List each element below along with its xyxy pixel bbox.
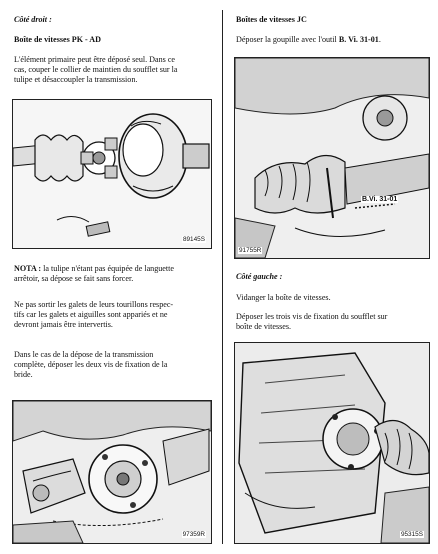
text-line: Dans le cas de la dépose de la transmission bbox=[14, 350, 154, 359]
text-line: cas, couper le collier de maintien du soufflet sur la bbox=[14, 65, 178, 75]
text: Déposer la goupille avec l'outil bbox=[236, 35, 339, 44]
figure-number: 95315S bbox=[400, 531, 423, 538]
figure-gearbox-left bbox=[234, 342, 430, 544]
figure-number: 97359R bbox=[182, 531, 205, 538]
left-paragraph-1 bbox=[14, 55, 177, 86]
text: . bbox=[378, 35, 381, 44]
text-line: devront jamais être intervertis. bbox=[14, 320, 113, 330]
text-line: boîte de vitesses. bbox=[236, 322, 292, 332]
left-heading: Côté droit : bbox=[14, 15, 52, 24]
right-heading-2: Côté gauche : bbox=[236, 272, 283, 281]
text-line: tulipe et désaccoupler la transmission. bbox=[14, 75, 138, 85]
left-paragraph-3 bbox=[14, 350, 168, 381]
text-line bbox=[14, 264, 174, 274]
cv-joint-illustration bbox=[13, 100, 211, 248]
gearbox-illustration bbox=[235, 343, 429, 543]
text-line: bride. bbox=[14, 370, 33, 380]
right-paragraph-2: Vidanger la boîte de vitesses. bbox=[236, 293, 331, 302]
text-line: tifs car les galets et aiguilles sont appariés et ne bbox=[14, 310, 168, 320]
right-paragraph-3 bbox=[236, 312, 387, 332]
figure-number: 91755R bbox=[239, 247, 262, 254]
figure-number: 89145S bbox=[182, 236, 205, 243]
text-line: complète, déposer les deux vis de fixation de la bbox=[14, 360, 168, 370]
note bbox=[14, 264, 174, 284]
note-text: la tulipe n'étant pas équipée de languette bbox=[41, 264, 174, 273]
right-paragraph-1 bbox=[236, 35, 381, 45]
figure-pin-removal bbox=[234, 57, 430, 259]
text-line: Ne pas sortir les galets de leurs tourillons respec- bbox=[14, 300, 174, 309]
left-paragraph-2 bbox=[14, 300, 173, 331]
column-divider bbox=[222, 10, 223, 544]
tool-callout: B.Vi. 31-01 bbox=[362, 196, 398, 203]
flange-illustration bbox=[13, 401, 211, 543]
right-heading: Boîtes de vitesses JC bbox=[236, 15, 307, 24]
figure-transmission-flange bbox=[12, 400, 212, 544]
text-line: arrêtoir, sa dépose se fait sans forcer. bbox=[14, 274, 134, 284]
text-line: L'élément primaire peut être déposé seul. Dans ce bbox=[14, 55, 176, 64]
text-line: Déposer les trois vis de fixation du soufflet sur bbox=[236, 312, 388, 321]
figure-cv-joint bbox=[12, 99, 212, 249]
left-subheading: Boîte de vitesses PK - AD bbox=[14, 35, 101, 44]
tool-reference: B. Vi. 31-01 bbox=[338, 35, 379, 44]
pin-removal-illustration bbox=[235, 58, 429, 258]
note-label: NOTA : bbox=[14, 264, 42, 273]
